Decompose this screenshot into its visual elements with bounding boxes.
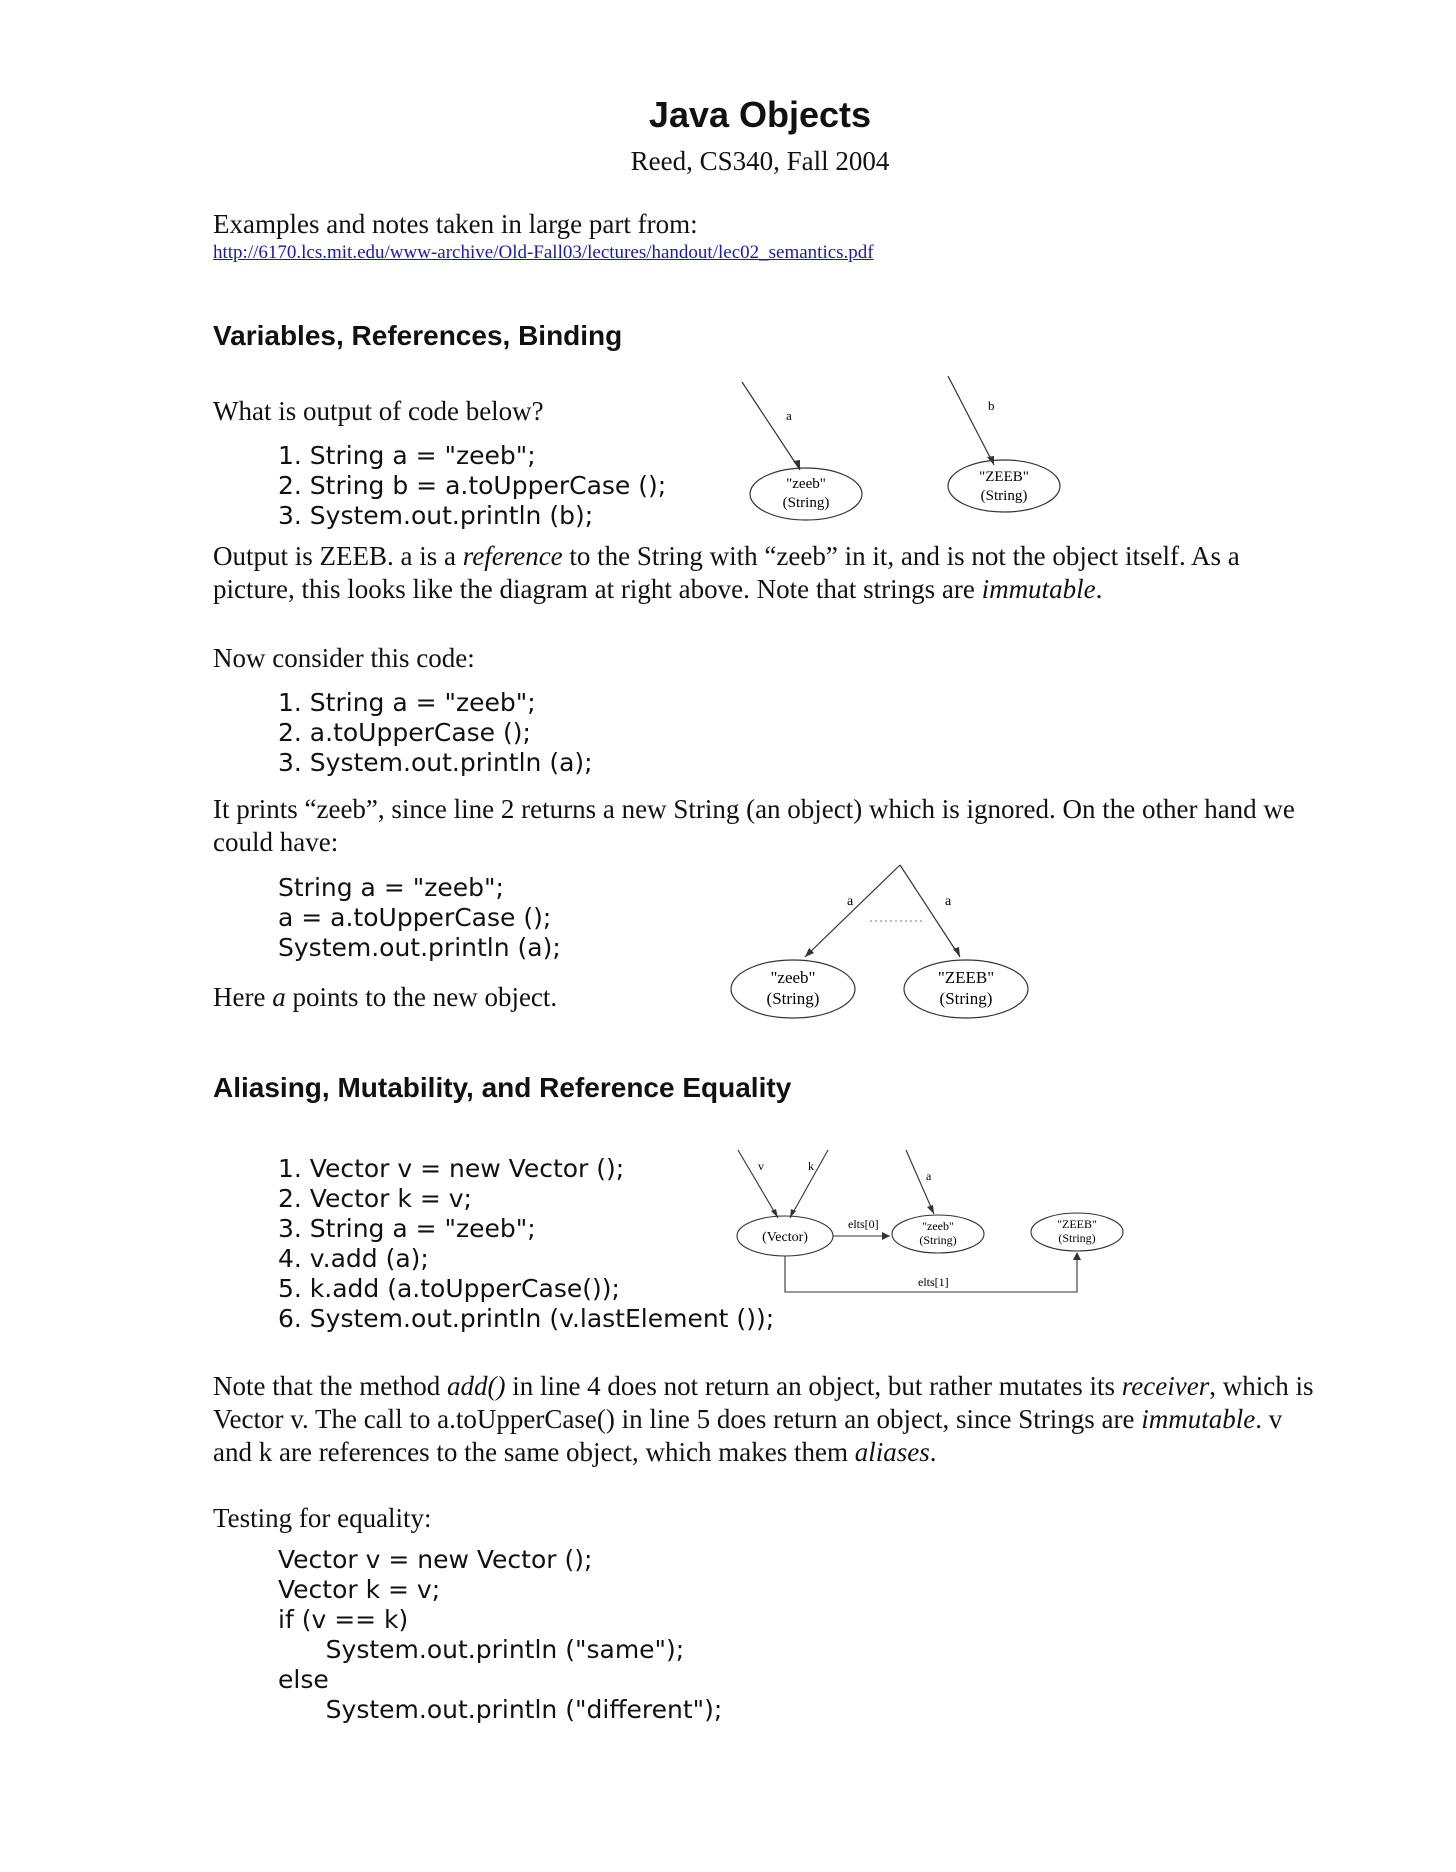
intro-text: Examples and notes taken in large part from: (213, 209, 698, 239)
object-type: (String) (782, 495, 830, 511)
paragraph-mutability (213, 1370, 1323, 1469)
text-run: Here (213, 982, 273, 1012)
emphasis: reference (462, 541, 563, 571)
code-line: 1. String a = "zeeb"; (278, 441, 536, 470)
code-line: 4. v.add (a); (278, 1244, 429, 1273)
code-line: 1. Vector v = new Vector (); (278, 1154, 625, 1183)
object-type: (String) (1058, 1231, 1096, 1245)
code-line: 2. a.toUpperCase (); (278, 718, 531, 747)
code-line: Vector k = v; (278, 1575, 441, 1604)
emphasis: a (272, 982, 286, 1012)
code-block-5 (278, 1545, 722, 1725)
text-run: Note that the method (213, 1371, 447, 1401)
object-value: "ZEEB" (1057, 1217, 1097, 1231)
text-run: . (929, 1437, 937, 1467)
code-line: String a = "zeeb"; (278, 873, 504, 902)
code-line: System.out.println (a); (278, 933, 561, 962)
object-type: (String) (766, 989, 820, 1008)
code-line: 3. System.out.println (b); (278, 501, 594, 530)
reference-diagram-1 (730, 370, 1090, 530)
text-run: Output is ZEEB. a is a (213, 541, 463, 571)
code-line: 5. k.add (a.toUpperCase()); (278, 1274, 620, 1303)
arrowhead (927, 1205, 934, 1214)
ref-label-a: a (945, 894, 952, 909)
code-line: 1. String a = "zeeb"; (278, 688, 536, 717)
emphasis: aliases (854, 1437, 930, 1467)
code-line: else (278, 1665, 329, 1694)
ref-label-a: a (847, 894, 854, 909)
emphasis: receiver (1121, 1371, 1210, 1401)
text-run: in line 4 does not return an object, but rather mutates its (505, 1371, 1122, 1401)
object-node-ZEEB (948, 460, 1060, 512)
object-type: (String) (939, 989, 993, 1008)
ref-label-k: k (808, 1159, 814, 1173)
object-type: (Vector) (762, 1230, 808, 1245)
arrowhead (1073, 1252, 1081, 1260)
object-type: (String) (980, 488, 1028, 504)
source-link[interactable]: http://6170.lcs.mit.edu/www-archive/Old-Fall03/lectures/handout/lec02_semantics.pdf (213, 242, 874, 263)
reference-arrow-a-new (900, 865, 960, 957)
paragraph-here (213, 981, 557, 1014)
code-line: Vector v = new Vector (); (278, 1545, 593, 1574)
text-run: . v and k are references to the same object, which makes them (213, 1404, 1283, 1467)
object-value: "zeeb" (922, 1219, 954, 1233)
object-type: (String) (919, 1233, 957, 1247)
reference-arrow-a-old (805, 865, 900, 957)
code-line: if (v == k) (278, 1605, 409, 1634)
reference-arrow-b (948, 376, 994, 465)
object-value: "ZEEB" (937, 968, 995, 987)
object-value: "ZEEB" (979, 469, 1029, 485)
elts1-label: elts[1] (918, 1275, 949, 1289)
text-run: . (1095, 574, 1103, 604)
ref-label-a: a (786, 408, 792, 423)
paragraph-prints: It prints “zeeb”, since line 2 returns a new String (an object) which is ignored. On the other hand we could have: (213, 794, 1295, 857)
code-line: System.out.println ("different"); (278, 1695, 723, 1724)
code-block-2 (278, 688, 593, 778)
code-line: System.out.println ("same"); (278, 1635, 685, 1664)
code-line: 6. System.out.println (v.lastElement ()); (278, 1304, 775, 1333)
code-line: a = a.toUpperCase (); (278, 903, 552, 932)
code-block-1 (278, 441, 666, 531)
aliasing-diagram (728, 1140, 1128, 1300)
arrowhead (882, 1232, 890, 1240)
ref-label-a: a (926, 1169, 932, 1183)
code-line: 2. String b = a.toUpperCase (); (278, 471, 667, 500)
emphasis: immutable (981, 574, 1096, 604)
reference-diagram-2 (725, 855, 1055, 1025)
elts0-label: elts[0] (848, 1217, 879, 1231)
code-block-3 (278, 873, 561, 963)
page-subtitle: Reed, CS340, Fall 2004 (630, 146, 890, 176)
page-title: Java Objects (648, 94, 872, 135)
question-text: What is output of code below? (213, 396, 544, 426)
ref-label-b: b (988, 398, 995, 413)
paragraph-output (213, 540, 1323, 606)
emphasis: add() (446, 1371, 506, 1401)
ref-label-v: v (758, 1159, 764, 1173)
code-block-4 (278, 1154, 774, 1334)
reference-arrow-a (742, 382, 800, 470)
text-run: , which is Vector v. The call to a.toUpperCase() in line 5 does return an object, since Strings are (213, 1371, 1314, 1434)
consider-text: Now consider this code: (213, 643, 475, 673)
text-run: to the String with “zeeb” in it, and is not the object itself. As a picture, this looks like the diagram at right above. Note that strings are (213, 541, 1240, 604)
testing-text: Testing for equality: (213, 1503, 432, 1533)
text-run: points to the new object. (285, 982, 558, 1012)
code-line: 3. String a = "zeeb"; (278, 1214, 536, 1243)
object-value: "zeeb" (786, 476, 826, 492)
code-line: 2. Vector k = v; (278, 1184, 472, 1213)
section-heading-variables: Variables, References, Binding (213, 320, 623, 351)
emphasis: immutable (1141, 1404, 1256, 1434)
section-heading-aliasing: Aliasing, Mutability, and Reference Equality (213, 1072, 792, 1103)
object-value: "zeeb" (770, 968, 816, 987)
code-line: 3. System.out.println (a); (278, 748, 593, 777)
